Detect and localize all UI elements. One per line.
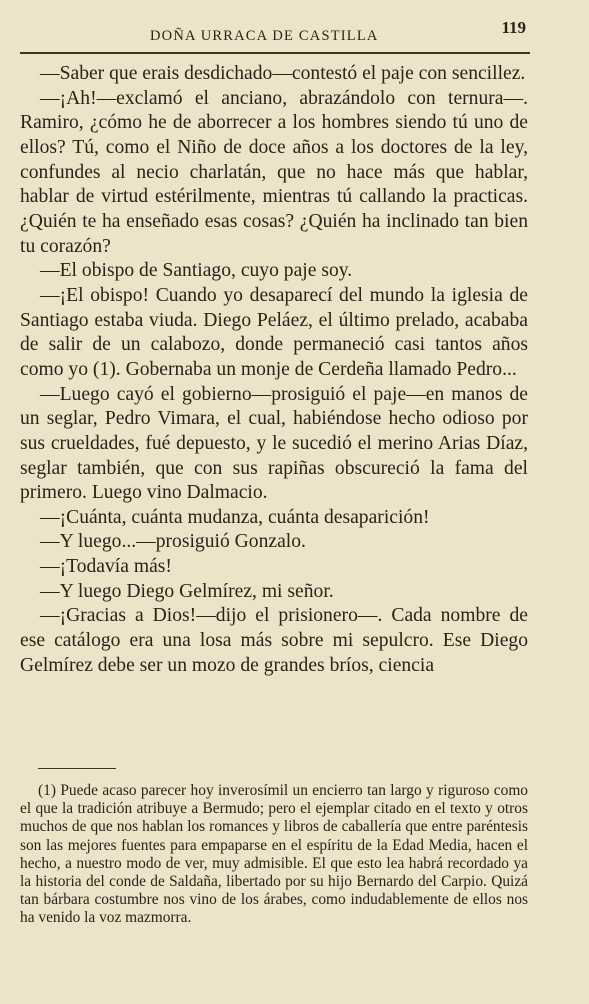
paragraph: —Saber que erais desdichado—contestó el paje con sencillez. bbox=[40, 63, 526, 84]
paragraph: —¡Cuánta, cuánta mudanza, cuánta desaparición! bbox=[40, 506, 430, 528]
paragraph: —¡Todavía más! bbox=[40, 556, 172, 578]
footnote-divider bbox=[38, 768, 116, 769]
paragraph: —¡El obispo! Cuando yo desaparecí del mundo la iglesia de Santiago estaba viuda. Diego Peláez, el último prelado, acababa de salir de un calabozo, donde permaneció casi tantos años como yo (1). Gobernaba un monje de Cerdeña llamado Pedro... bbox=[20, 284, 528, 380]
running-head: DOÑA URRACA DE CASTILLA bbox=[150, 28, 379, 44]
body-text bbox=[20, 62, 528, 678]
page-number: 119 bbox=[501, 18, 526, 37]
paragraph: —Luego cayó el gobierno—prosiguió el paje—en manos de un seglar, Pedro Vimara, el cual, habiéndose hecho odioso por sus crueldades, fué depuesto, y le sucedió el merino Arias Díaz, seglar también, que con sus rapiñas obscureció la fama del primero. Luego vino Dalmacio. bbox=[20, 383, 528, 504]
page-header bbox=[20, 18, 530, 54]
paragraph: —¡Ah!—exclamó el anciano, abrazándolo con ternura—. Ramiro, ¿cómo he de aborrecer a los hombres siendo tú uno de ellos? Tú, como el Niño de doce años a los doctores de la ley, confundes al necio charlatán, que no hace más que hablar, hablar de virtud estérilmente, mientras tú callando la practicas. ¿Quién te ha enseñado esas cosas? ¿Quién ha inclinado tan bien tu corazón? bbox=[20, 87, 528, 257]
paragraph: —¡Gracias a Dios!—dijo el prisionero—. Cada nombre de ese catálogo era una losa más sobre mi sepulcro. Ese Diego Gelmírez debe ser un mozo de grandes bríos, ciencia bbox=[20, 605, 528, 676]
paragraph: —El obispo de Santiago, cuyo paje soy. bbox=[40, 260, 353, 282]
paragraph: —Y luego Diego Gelmírez, mi señor. bbox=[40, 580, 334, 602]
paragraph: —Y luego...—prosiguió Gonzalo. bbox=[40, 531, 306, 553]
footnote: (1) Puede acaso parecer hoy inverosímil un encierro tan largo y riguroso como el que la tradición atribuye a Bermudo; pero el ejemplar citado en el texto y otros muchos de que nos hablan los romances y libros de caballería que entre paréntesis son las mejores fuentes para empaparse en el espíritu de la Edad Media, hacen el hecho, a nuestro modo de ver, muy admisible. El que esto lea habrá recordado ya la historia del conde de Saldaña, libertado por su hijo Bernardo del Carpio. Quizá tan bárbara costumbre nos vino de los árabes, como indudablemente de ellos nos ha venido la voz mazmorra. bbox=[20, 782, 528, 927]
